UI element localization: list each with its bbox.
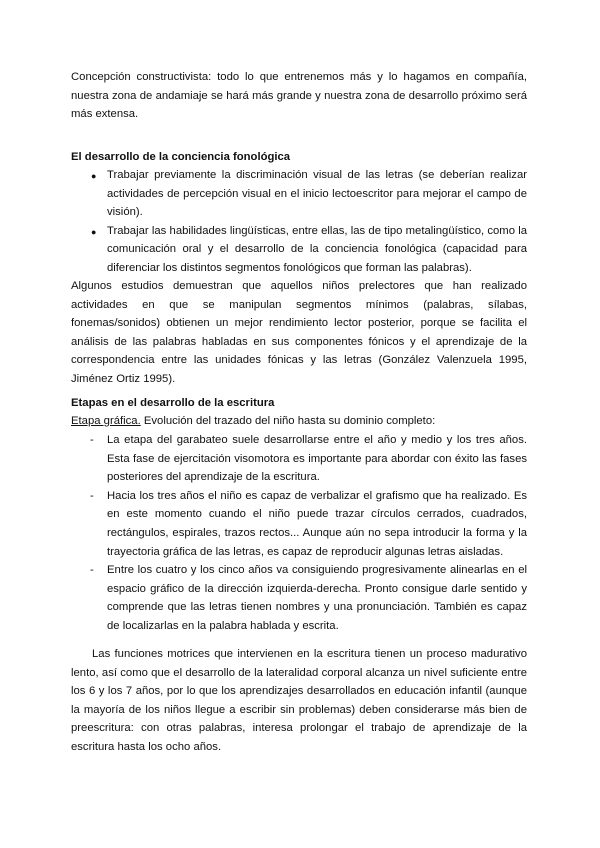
list-item — [71, 561, 527, 635]
stage-label: Etapa gráfica. — [71, 415, 141, 427]
list-item — [71, 487, 527, 561]
studies-paragraph: Algunos estudios demuestran que aquellos niños prelectores que han realizado actividades en que se manipulan segmentos mínimos (palabras, sílabas, fonemas/sonidos) obtienen un mejor rendimiento lector posterior, porque se facilita el análisis de las palabras habladas en sus componentes fónicos y el aprendizaje de la correspondencia entre las unidades fónicas y las letras (González Valenzuela 1995, Jiménez Ortiz 1995). — [71, 280, 527, 385]
stage-intro-line — [71, 412, 527, 431]
list-item — [71, 431, 527, 487]
list-item — [71, 222, 527, 278]
list-item — [71, 166, 527, 222]
section-heading-conciencia-fonologica: El desarrollo de la conciencia fonológica — [71, 151, 291, 163]
list-item-text: Trabajar previamente la discriminación visual de las letras (se deberían realizar actividades de percepción visual en el inicio lectoescritor para mejorar el campo de visión). — [107, 169, 527, 219]
bullet-icon: ● — [91, 226, 97, 237]
list-item-text: Trabajar las habilidades lingüísticas, entre ellas, las de tipo metalingüístico, como la comunicación oral y el desarrollo de la conciencia fonológica (capacidad para diferenciar los distintos segmentos fonológicos que forman las palabras). — [107, 224, 527, 274]
dash-marker: - — [90, 564, 94, 577]
bullet-icon: ● — [91, 171, 97, 181]
list-item-text: Hacia los tres años el niño es capaz de verbalizar el grafismo que ha realizado. Es en este momento cuando el niño puede trazar círculos cerrados, cuadrados, rectángulos, espirales, trazos rectos... Aunque aún no sepa introducir la forma y la trayectoria gráfica de las letras, es capaz de reproducir algunas letras aisladas. — [107, 489, 527, 558]
list-item-text: Entre los cuatro y los cinco años va consiguiendo progresivamente alinearlas en el espacio gráfico de la dirección izquierda-derecha. Pronto consigue darle sentido y comprende que las letras tienen nombres y una pronunciación. También es capaz de localizarlas en la palabra hablada y escrita. — [107, 564, 527, 632]
list-item-text: La etapa del garabateo suele desarrollarse entre el año y medio y los tres años. Esta fase de ejercitación visomotora es importante para abordar con éxito las fases posteriores del aprendizaje de la escritura. — [107, 434, 527, 484]
dash-marker: - — [90, 489, 94, 502]
section-heading-etapas-escritura: Etapas en el desarrollo de la escritura — [71, 397, 275, 409]
stage-description: Evolución del trazado del niño hasta su dominio completo: — [140, 415, 436, 427]
writing-stage-dash-list — [71, 431, 527, 636]
phonological-bullet-list — [71, 166, 527, 278]
dash-marker: - — [90, 434, 94, 446]
intro-paragraph: Concepción constructivista: todo lo que entrenemos más y lo hagamos en compañía, nuestra zona de andamiaje se hará más grande y nuestra zona de desarrollo próximo será más extensa. — [71, 71, 527, 121]
closing-paragraph: Las funciones motrices que intervienen en la escritura tienen un proceso madurativo lento, así como que el desarrollo de la lateralidad corporal alcanza un nivel suficiente entre los 6 y los 7 años, por lo que los aprendizajes desarrollados en educación infantil (aunque la mayoría de los niños llegue a escribir sin problemas) deben considerarse más bien de preescritura: con otras palabras, interesa prolongar el trabajo de aprendizaje de la escritura hasta los ocho años. — [71, 648, 527, 753]
